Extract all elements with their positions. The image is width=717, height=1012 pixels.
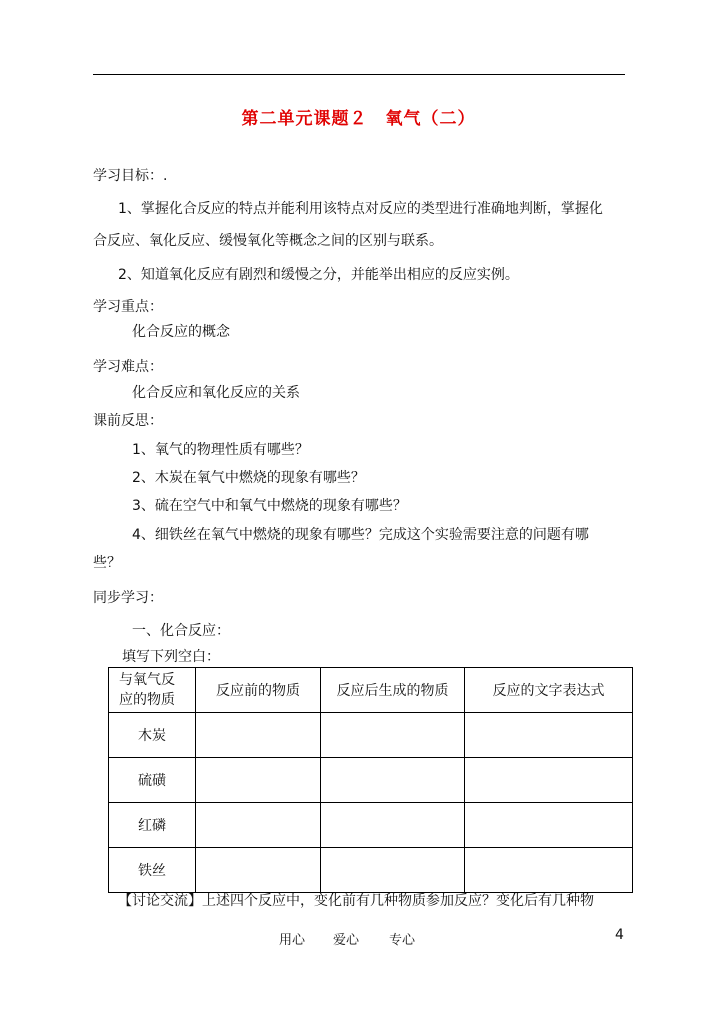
header-rule xyxy=(93,74,625,75)
blank-cell[interactable] xyxy=(196,758,321,803)
footer-word-1: 用心 xyxy=(279,933,306,948)
reflection-question-1: 1、氧气的物理性质有哪些？ xyxy=(132,442,309,458)
footer-word-3: 专心 xyxy=(389,933,416,948)
reflection-question-2: 2、木炭在氧气中燃烧的现象有哪些？ xyxy=(132,470,365,486)
key-point-content: 化合反应的概念 xyxy=(132,324,230,340)
reaction-table xyxy=(108,667,633,893)
objectives-heading: 学习目标：. xyxy=(93,168,168,184)
row-substance-red-phosphorus: 红磷 xyxy=(109,803,196,848)
difficulty-content: 化合反应和氧化反应的关系 xyxy=(132,385,300,401)
blank-cell[interactable] xyxy=(321,848,465,893)
discussion-text: 【讨论交流】上述四个反应中，变化前有几种物质参加反应？变化后有几种物 xyxy=(118,893,594,909)
page-number: 4 xyxy=(615,927,624,943)
blank-cell[interactable] xyxy=(321,758,465,803)
page-title: 第二单元课题２ 氧气（二） xyxy=(241,109,476,129)
table-row xyxy=(109,758,633,803)
blank-cell[interactable] xyxy=(465,713,633,758)
blank-cell[interactable] xyxy=(196,803,321,848)
header-reactant-cell xyxy=(109,668,196,713)
reflection-question-3: 3、硫在空气中和氧气中燃烧的现象有哪些？ xyxy=(132,498,407,514)
table-row xyxy=(109,713,633,758)
blank-cell[interactable] xyxy=(321,803,465,848)
row-substance-sulfur: 硫磺 xyxy=(109,758,196,803)
reflection-question-4-line-2: 些？ xyxy=(93,555,121,571)
difficulty-heading: 学习难点： xyxy=(93,359,163,375)
row-substance-iron-wire: 铁丝 xyxy=(109,848,196,893)
blank-cell[interactable] xyxy=(465,758,633,803)
blank-cell[interactable] xyxy=(465,848,633,893)
reflection-question-4-line-1: 4、细铁丝在氧气中燃烧的现象有哪些？完成这个实验需要注意的问题有哪 xyxy=(132,527,589,543)
reflection-heading: 课前反思： xyxy=(93,413,163,429)
header-before: 反应前的物质 xyxy=(196,668,321,713)
blank-cell[interactable] xyxy=(465,803,633,848)
key-point-heading: 学习重点： xyxy=(93,299,163,315)
blank-cell[interactable] xyxy=(196,848,321,893)
header-reactant-line-2: 应的物质 xyxy=(119,692,175,708)
section-heading: 一、化合反应： xyxy=(132,623,230,639)
objective-1-line-1: 1、掌握化合反应的特点并能利用该特点对反应的类型进行准确地判断，掌握化 xyxy=(118,201,603,217)
objective-1-line-2: 合反应、氧化反应、缓慢氧化等概念之间的区别与联系。 xyxy=(93,233,443,249)
table-header-row xyxy=(109,668,633,713)
table-row xyxy=(109,848,633,893)
table-row xyxy=(109,803,633,848)
blank-cell[interactable] xyxy=(321,713,465,758)
header-reactant-line-1: 与氧气反 xyxy=(119,672,175,688)
blank-cell[interactable] xyxy=(196,713,321,758)
table-instruction: 填写下列空白： xyxy=(122,649,220,665)
footer-word-2: 爱心 xyxy=(333,933,360,948)
row-substance-charcoal: 木炭 xyxy=(109,713,196,758)
header-expression: 反应的文字表达式 xyxy=(465,668,633,713)
header-after: 反应后生成的物质 xyxy=(321,668,465,713)
sync-study-heading: 同步学习： xyxy=(93,590,163,606)
objective-2: 2、知道氧化反应有剧烈和缓慢之分，并能举出相应的反应实例。 xyxy=(118,267,519,283)
